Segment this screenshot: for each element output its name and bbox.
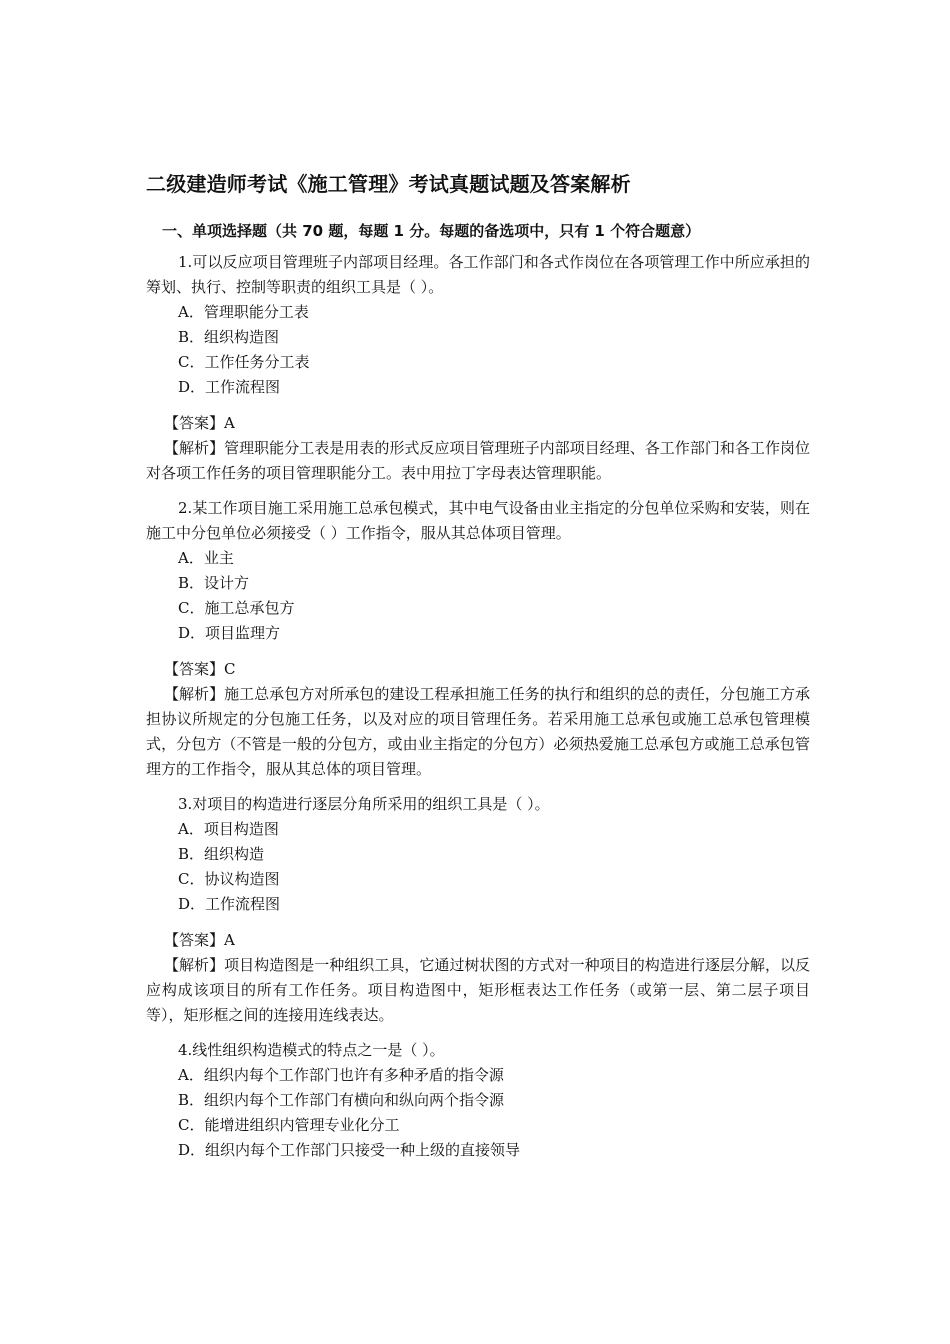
question-stem: 4.线性组织构造模式的特点之一是（ ）。 (178, 1041, 445, 1059)
option-list (146, 300, 810, 400)
option-c: C．协议构造图 (178, 870, 280, 888)
answer-block (146, 928, 810, 1028)
question-3 (146, 792, 810, 1028)
option-a: A．项目构造图 (178, 820, 279, 838)
analysis: 【解析】管理职能分工表是用表的形式反应项目管理班子内部项目经理、各工作部门和各工作岗位对各项工作任务的项目管理职能分工。表中用拉丁字母表达管理职能。 (146, 439, 810, 482)
option-b: B．组织构造图 (178, 328, 280, 346)
document-page (146, 170, 810, 1163)
option-d: D．工作流程图 (178, 378, 281, 396)
question-stem: 1.可以反应项目管理班子内部项目经理。各工作部门和各式作岗位在各项管理工作中所应承担的筹划、执行、控制等职责的组织工具是（ ）。 (146, 253, 810, 296)
answer: 【答案】A (164, 414, 235, 432)
option-list (146, 546, 810, 646)
option-list (146, 1063, 810, 1163)
answer: 【答案】C (164, 660, 236, 678)
analysis: 【解析】项目构造图是一种组织工具，它通过树状图的方式对一种项目的构造进行逐层分解，以反应构成该项目的所有工作任务。项目构造图中，矩形框表达工作任务（或第一层、第二层子项目等），矩形框之间的连接用连线表达。 (146, 956, 810, 1024)
option-c: C．工作任务分工表 (178, 353, 310, 371)
option-a: A．组织内每个工作部门也许有多种矛盾的指令源 (178, 1066, 504, 1084)
question-2 (146, 496, 810, 782)
answer: 【答案】A (164, 931, 235, 949)
option-d: D．工作流程图 (178, 895, 281, 913)
option-b: B．组织内每个工作部门有横向和纵向两个指令源 (178, 1091, 505, 1109)
document-title: 二级建造师考试《施工管理》考试真题试题及答案解析 (146, 172, 631, 196)
question-stem: 2.某工作项目施工采用施工总承包模式，其中电气设备由业主指定的分包单位采购和安装，则在施工中分包单位必须接受（ ）工作指令，服从其总体项目管理。 (146, 499, 810, 542)
option-c: C．施工总承包方 (178, 599, 295, 617)
option-b: B．组织构造 (178, 845, 265, 863)
question-1 (146, 250, 810, 486)
option-a: A．管理职能分工表 (178, 303, 309, 321)
option-a: A．业主 (178, 549, 234, 567)
answer-block (146, 411, 810, 486)
question-4 (146, 1038, 810, 1163)
section-heading: 一、单项选择题（共 70 题，每题 1 分。每题的备选项中，只有 1 个符合题意） (162, 222, 701, 240)
option-d: D．项目监理方 (178, 624, 281, 642)
analysis: 【解析】施工总承包方对所承包的建设工程承担施工任务的执行和组织的总的责任，分包施工方承担协议所规定的分包施工任务，以及对应的项目管理任务。若采用施工总承包或施工总承包管理模式，分包方（不管是一般的分包方，或由业主指定的分包方）必须热爱施工总承包方或施工总承包管理方的工作指令，服从其总体的项目管理。 (146, 685, 810, 778)
option-d: D．组织内每个工作部门只接受一种上级的直接领导 (178, 1141, 521, 1159)
option-list (146, 817, 810, 917)
answer-block (146, 657, 810, 782)
question-stem: 3.对项目的构造进行逐层分角所采用的组织工具是（ ）。 (178, 795, 550, 813)
option-c: C．能增进组织内管理专业化分工 (178, 1116, 400, 1134)
option-b: B．设计方 (178, 574, 250, 592)
